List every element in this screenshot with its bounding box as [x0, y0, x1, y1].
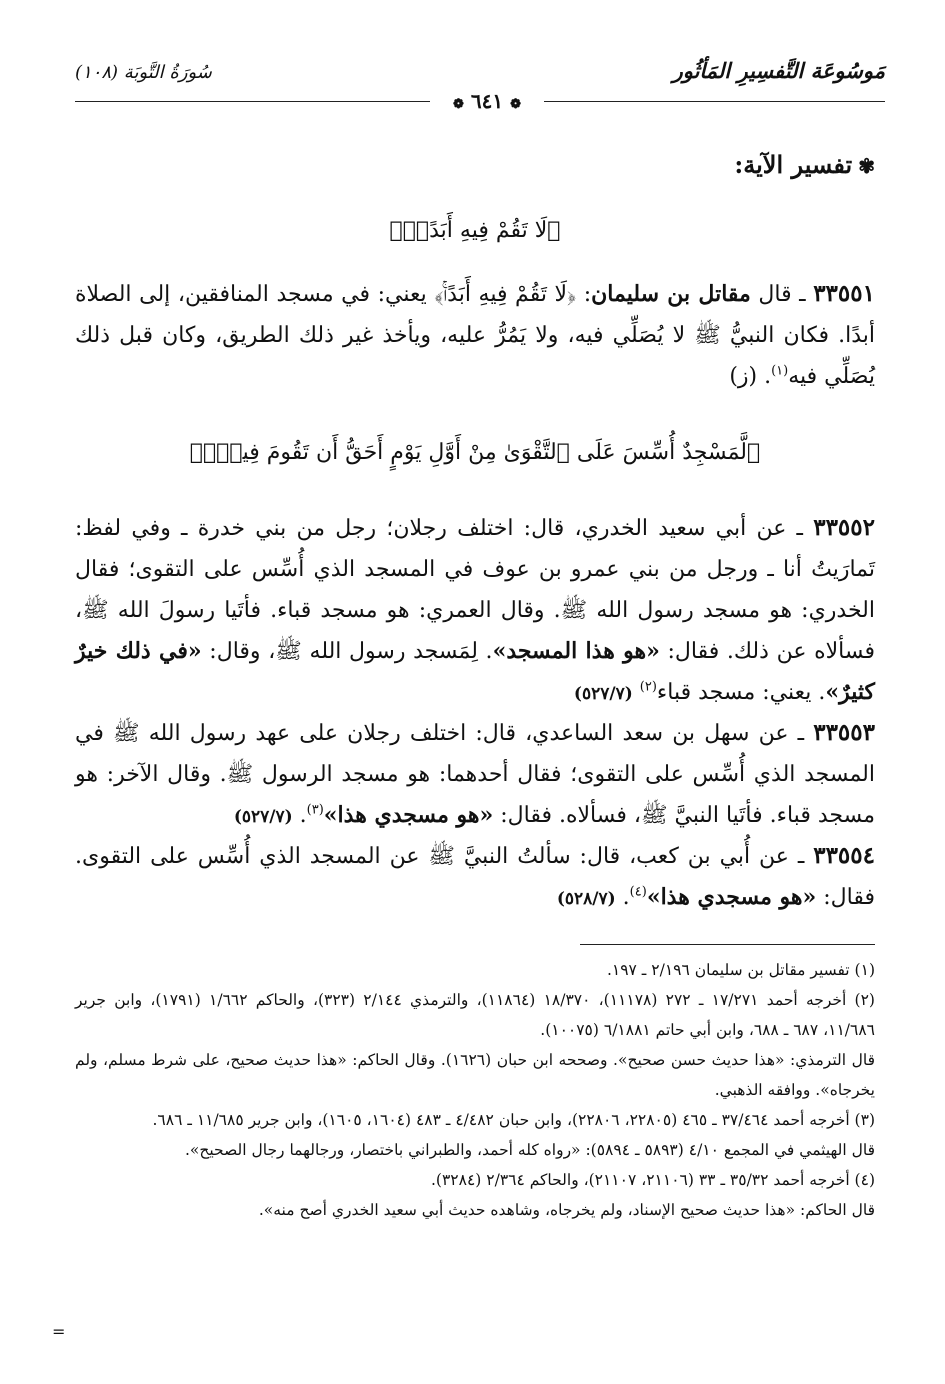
volume-reference: (٥٢٧/٧)	[233, 807, 293, 827]
ornament-icon: ❁	[510, 97, 521, 112]
narration-33552	[75, 507, 875, 715]
narration-text: . يعني: مسجد قباء	[656, 680, 826, 705]
footnote-marker: (٢)	[639, 679, 657, 695]
footnote-separator	[580, 944, 875, 945]
running-header	[75, 58, 885, 92]
footnotes	[75, 955, 875, 1225]
volume-reference: (٥٢٧/٧)	[573, 684, 633, 704]
prophetic-quote: «هو هذا المسجد»	[492, 638, 660, 664]
volume-reference: (٥٢٨/٧)	[556, 889, 616, 909]
narration-33551	[75, 273, 875, 397]
footnote-2-note: قال الترمذي: «هذا حديث حسن صحيح». وصححه ابن حبان (١٦٢٦). وقال الحاكم: «هذا حديث صحيح، على شرط مسلم، ولم يخرجاه». ووافقه الذهبي.	[75, 1051, 875, 1099]
book-title: مَوسُوعَة التَّفسِيرِ المَأثُور	[672, 58, 885, 83]
narration-text: . (ز)	[729, 364, 772, 389]
footnote-3-note: قال الهيثمي في المجمع ٤/١٠ (٥٨٩٣ ـ ٥٨٩٤): «رواه كله أحمد، والطبراني باختصار، ورجالهما رجال الصحيح».	[184, 1141, 875, 1159]
narrator-name: مقاتل بن سليمان	[591, 281, 751, 307]
section-heading	[734, 150, 875, 179]
section-title: تفسير الآية:	[734, 150, 853, 179]
ayah-heading: ﴿لَا تَقُمْ فِيهِ أَبَدًاۚ﴾	[389, 218, 561, 243]
narration-number: ٣٣٥٥٢	[813, 514, 875, 541]
narration-33554: ٣٣٥٥٤ ـ عن أُبي بن كعب، قال: سألتُ النبيَّ ﷺ عن المسجد الذي أُسِّس على التقوى. فقال: «هو مسجدي هذا»$^{(٤)}$. (٥٢٨/٧)	[75, 842, 875, 910]
narration-text: ـ قال	[750, 282, 814, 307]
footnote-1: (١) تفسير مقاتل بن سليمان ٢/١٩٦ ـ ١٩٧.	[606, 961, 875, 979]
ornament-icon: ❁	[453, 97, 464, 112]
narration-text: : ﴿لَا تَقُمْ فِيهِ أَبَدًاۚ﴾ يعني: في مسجد المنافقين، إلى الصلاة أبدًا. فكان النبيُّ ﷺ لا يُصَلِّي فيه، ولا يَمُرُّ عليه، ويأخذ غير ذلك الطريق، وكان قبل ذلك يُصَلِّي فيه	[75, 282, 875, 389]
continuation-mark: =	[52, 1322, 66, 1341]
footnote-4-note: قال الحاكم: «هذا حديث صحيح الإسناد، ولم يخرجاه، وشاهده حديث أبي سعيد الخدري أصح منه».	[258, 1201, 875, 1219]
page-number-box	[430, 88, 544, 114]
prophetic-quote: «هو مسجدي هذا»	[646, 884, 817, 910]
narration-text: ـ عن سهل بن سعد الساعدي، قال: اختلف رجلان على عهد رسول الله ﷺ في المسجد الذي أُسِّس على التقوى؛ فقال أحدهما: هو مسجد الرسول ﷺ. وقال الآخر: هو مسجد قباء. فأتَيا النبيَّ ﷺ، فسألاه. فقال:	[75, 721, 875, 828]
footnote-marker: (١)	[771, 363, 789, 379]
narration-33553: ٣٣٥٥٣ ـ عن سهل بن سعد الساعدي، قال: اختلف رجلان على عهد رسول الله ﷺ في المسجد الذي أُسِّس على التقوى؛ فقال أحدهما: هو مسجد الرسول ﷺ. وقال الآخر: هو مسجد قباء. فأتَيا النبيَّ ﷺ، فسألاه. فقال: «هو مسجدي هذا»$^{(٣)}$. (٥٢٧/٧)	[75, 719, 875, 828]
footnote-2: (٢) أخرجه أحمد ١٧/٢٧١ ـ ٢٧٢ (١١١٧٨)، ١٨/٣٧٠ (١١٨٦٤)، والترمذي ٢/١٤٤ (٣٢٣)، والحاكم ١/٦٦٢ (١٧٩١)، وابن جرير ١١/٦٨٦، ٦٨٧ ـ ٦٨٨، وابن أبي حاتم ٦/١٨٨١ (١٠٠٧٥).	[75, 991, 875, 1039]
narration-text: ـ عن أُبي بن كعب، قال: سألتُ النبيَّ ﷺ عن المسجد الذي أُسِّس على التقوى. فقال:	[75, 844, 875, 910]
narration-text: . لِمَسجد رسول الله ﷺ، وقال:	[201, 639, 493, 664]
page-number: ٦٤١	[470, 89, 504, 113]
ayah-heading: ﴿لَّمَسْجِدٌ أُسِّسَ عَلَى ٱلتَّقْوَىٰ مِنْ أَوَّلِ يَوْمٍ أَحَقُّ أَن تَقُومَ فِيهِۚ﴾	[189, 440, 761, 465]
surah-reference: سُورَةُ التَّوبَة (١٠٨)	[75, 62, 212, 83]
narration-number: ٣٣٥٥٣	[813, 719, 875, 746]
flower-icon: ✾	[858, 154, 875, 178]
narration-text: ـ عن أبي سعيد الخدري، قال: اختلف رجلان؛ رجل من بني خدرة ـ وفي لفظ: تَمارَيتُ أنا ـ ورجل من بني عمرو بن عوف في المسجد الذي أُسِّس على التقوى؛ فقال الخدري: هو مسجد رسول الله ﷺ. وقال العمري: هو مسجد قباء. فأتَيا رسولَ الله ﷺ، فسألاه عن ذلك. فقال:	[75, 516, 876, 664]
prophetic-quote: «هو مسجدي هذا»	[323, 802, 494, 828]
footnote-3: (٣) أخرجه أحمد ٣٧/٤٦٤ ـ ٤٦٥ (٢٢٨٠٥، ٢٢٨٠٦)، وابن حبان ٤/٤٨٢ ـ ٤٨٣ (١٦٠٤، ١٦٠٥)، وابن جرير ١١/٦٨٥ ـ ٦٨٦.	[152, 1111, 875, 1129]
narration-number: ٣٣٥٥٤	[813, 842, 875, 869]
footnote-marker: (٤)	[629, 884, 647, 900]
footnote-marker: (٣)	[306, 802, 324, 818]
footnote-4: (٤) أخرجه أحمد ٣٥/٣٢ ـ ٣٣ (٢١١٠٦، ٢١١٠٧)، والحاكم ٢/٣٦٤ (٣٢٨٤).	[431, 1171, 875, 1189]
prophetic-quote: «في ذلك خيرٌ كثيرٌ»	[75, 638, 875, 705]
narration-number: ٣٣٥٥١	[813, 280, 875, 307]
